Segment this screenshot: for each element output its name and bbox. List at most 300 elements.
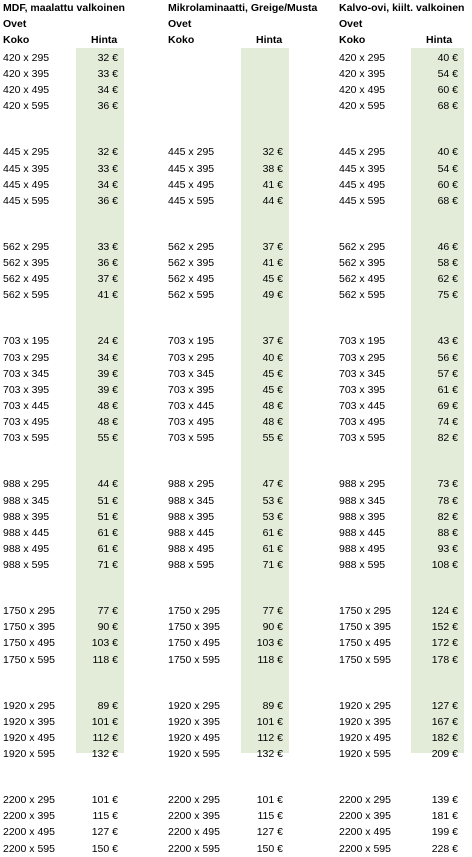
size-cell: 988 x 445 <box>168 526 215 539</box>
table-row <box>336 161 472 177</box>
table-row <box>0 333 140 349</box>
price-cell: 118 € <box>92 653 118 666</box>
price-cell: 139 € <box>431 794 458 807</box>
table-row <box>336 730 472 746</box>
table-row <box>165 144 330 160</box>
table-row <box>336 82 472 98</box>
table-row <box>165 841 330 857</box>
size-cell: 562 x 295 <box>339 240 386 253</box>
price-cell: 88 € <box>437 526 458 539</box>
price-cell: 49 € <box>262 289 283 302</box>
price-cell: 93 € <box>437 542 458 555</box>
table-row <box>0 430 140 446</box>
table-row <box>165 635 330 651</box>
size-cell: 445 x 495 <box>3 178 50 191</box>
table-row <box>165 619 330 635</box>
size-cell: 988 x 345 <box>168 494 215 507</box>
table-row <box>336 557 472 573</box>
size-cell: 1920 x 495 <box>339 731 391 744</box>
size-cell: 703 x 345 <box>168 367 215 380</box>
table-row <box>0 824 140 840</box>
price-cell: 37 € <box>97 273 118 286</box>
price-cell: 127 € <box>256 826 283 839</box>
table-row <box>336 287 472 303</box>
size-cell: 2200 x 395 <box>3 810 55 823</box>
price-cell: 228 € <box>431 842 458 855</box>
size-cell: 562 x 495 <box>3 273 50 286</box>
price-cell: 60 € <box>437 84 458 97</box>
table-row <box>336 603 472 619</box>
table-row <box>165 50 330 66</box>
table-row <box>165 541 330 557</box>
price-header: Hinta <box>91 34 118 46</box>
size-cell: 562 x 395 <box>168 257 215 270</box>
price-cell: 150 € <box>91 842 118 855</box>
column-title: MDF, maalattu valkoinen <box>3 2 125 14</box>
table-row <box>0 82 140 98</box>
size-cell: 2200 x 295 <box>168 794 220 807</box>
table-row <box>336 493 472 509</box>
table-row <box>0 730 140 746</box>
price-cell: 36 € <box>97 100 118 113</box>
table-row <box>336 66 472 82</box>
table-row <box>165 808 330 824</box>
price-cell: 101 € <box>91 715 118 728</box>
price-cell: 90 € <box>262 621 283 634</box>
price-cell: 68 € <box>437 194 458 207</box>
table-row <box>165 493 330 509</box>
size-cell: 1750 x 595 <box>3 653 55 666</box>
table-row <box>165 698 330 714</box>
size-cell: 562 x 595 <box>168 289 215 302</box>
size-cell: 1920 x 595 <box>168 748 220 761</box>
price-cell: 150 € <box>256 842 283 855</box>
column-title: Kalvo-ovi, kiilt. valkoinen <box>339 2 465 14</box>
table-row <box>0 161 140 177</box>
size-cell: 703 x 395 <box>168 383 215 396</box>
size-cell: 988 x 295 <box>3 478 50 491</box>
size-cell: 1750 x 295 <box>3 605 55 618</box>
price-cell: 33 € <box>97 240 118 253</box>
size-cell: 703 x 345 <box>3 367 50 380</box>
size-cell: 562 x 295 <box>168 240 215 253</box>
size-cell: 1920 x 395 <box>168 715 220 728</box>
table-row <box>0 714 140 730</box>
table-row <box>0 382 140 398</box>
table-row <box>0 509 140 525</box>
table-row <box>336 350 472 366</box>
size-cell: 1750 x 395 <box>3 621 55 634</box>
price-cell: 39 € <box>97 367 118 380</box>
size-cell: 562 x 595 <box>339 289 386 302</box>
table-row <box>165 603 330 619</box>
size-cell: 2200 x 395 <box>339 810 391 823</box>
price-cell: 115 € <box>257 810 283 823</box>
table-row <box>336 414 472 430</box>
size-cell: 988 x 495 <box>168 542 215 555</box>
table-row <box>0 350 140 366</box>
table-row <box>336 714 472 730</box>
size-cell: 703 x 395 <box>3 383 50 396</box>
price-cell: 54 € <box>437 68 458 81</box>
table-row <box>0 177 140 193</box>
table-row <box>165 824 330 840</box>
table-row <box>165 730 330 746</box>
size-cell: 445 x 295 <box>339 146 386 159</box>
size-cell: 2200 x 595 <box>168 842 220 855</box>
size-cell: 420 x 295 <box>3 52 50 64</box>
price-cell: 62 € <box>437 273 458 286</box>
size-cell: 445 x 495 <box>168 178 215 191</box>
table-row <box>0 603 140 619</box>
price-cell: 124 € <box>431 605 458 618</box>
size-cell: 988 x 395 <box>339 510 386 523</box>
price-cell: 40 € <box>262 351 283 364</box>
table-row <box>0 287 140 303</box>
price-cell: 41 € <box>262 178 283 191</box>
price-cell: 41 € <box>262 257 283 270</box>
table-row <box>165 193 330 209</box>
table-row <box>165 366 330 382</box>
table-row <box>0 476 140 492</box>
table-row <box>165 177 330 193</box>
price-cell: 37 € <box>262 240 283 253</box>
price-cell: 55 € <box>97 432 118 445</box>
table-row <box>0 239 140 255</box>
size-cell: 703 x 495 <box>3 416 50 429</box>
table-row <box>0 98 140 114</box>
table-row <box>336 98 472 114</box>
price-cell: 41 € <box>97 289 118 302</box>
table-row <box>336 193 472 209</box>
size-cell: 562 x 295 <box>3 240 50 253</box>
size-cell: 1750 x 595 <box>339 653 391 666</box>
size-cell: 420 x 595 <box>3 100 50 113</box>
price-cell: 51 € <box>97 510 118 523</box>
column-title: Mikrolaminaatti, Greige/Musta <box>168 2 318 14</box>
price-cell: 74 € <box>437 416 458 429</box>
table-row <box>336 144 472 160</box>
table-row <box>165 98 330 114</box>
price-cell: 60 € <box>437 178 458 191</box>
price-cell: 34 € <box>97 178 118 191</box>
price-cell: 37 € <box>262 335 283 348</box>
price-cell: 34 € <box>97 351 118 364</box>
table-row <box>0 366 140 382</box>
price-cell: 45 € <box>262 367 283 380</box>
size-cell: 2200 x 295 <box>3 794 55 807</box>
table-row <box>165 509 330 525</box>
table-row <box>0 619 140 635</box>
price-cell: 48 € <box>262 416 283 429</box>
size-cell: 420 x 395 <box>339 68 386 81</box>
price-cell: 54 € <box>437 162 458 175</box>
table-row <box>336 366 472 382</box>
size-cell: 703 x 445 <box>339 400 386 413</box>
size-cell: 2200 x 595 <box>339 842 391 855</box>
size-cell: 445 x 395 <box>3 162 50 175</box>
price-cell: 33 € <box>97 162 118 175</box>
table-row <box>0 635 140 651</box>
size-cell: 1750 x 495 <box>3 637 55 650</box>
size-cell: 1920 x 295 <box>339 699 391 712</box>
price-cell: 103 € <box>256 637 283 650</box>
table-row <box>336 792 472 808</box>
price-cell: 40 € <box>437 52 458 64</box>
price-cell: 112 € <box>92 731 118 744</box>
price-cell: 53 € <box>262 494 283 507</box>
table-row <box>0 193 140 209</box>
table-row <box>336 177 472 193</box>
price-cell: 172 € <box>431 637 458 650</box>
size-cell: 1920 x 295 <box>168 699 220 712</box>
size-cell: 1750 x 295 <box>168 605 220 618</box>
size-cell: 562 x 395 <box>339 257 386 270</box>
price-cell: 55 € <box>262 432 283 445</box>
size-cell: 562 x 495 <box>168 273 215 286</box>
price-cell: 45 € <box>262 273 283 286</box>
size-cell: 988 x 395 <box>3 510 50 523</box>
size-cell: 703 x 595 <box>3 432 50 445</box>
size-cell: 988 x 295 <box>168 478 215 491</box>
price-cell: 182 € <box>431 731 458 744</box>
price-cell: 38 € <box>262 162 283 175</box>
size-cell: 562 x 395 <box>3 257 50 270</box>
table-row <box>0 746 140 762</box>
size-cell: 1750 x 295 <box>339 605 391 618</box>
price-cell: 132 € <box>91 748 118 761</box>
size-cell: 988 x 595 <box>339 559 386 572</box>
price-cell: 178 € <box>431 653 458 666</box>
size-cell: 562 x 495 <box>339 273 386 286</box>
table-row <box>336 808 472 824</box>
size-cell: 1920 x 295 <box>3 699 55 712</box>
table-row <box>336 619 472 635</box>
table-row <box>165 82 330 98</box>
size-cell: 445 x 495 <box>339 178 386 191</box>
table-row <box>336 652 472 668</box>
size-cell: 1920 x 395 <box>3 715 55 728</box>
table-row <box>336 398 472 414</box>
size-cell: 420 x 495 <box>3 84 50 97</box>
size-cell: 703 x 295 <box>168 351 215 364</box>
price-cell: 36 € <box>97 257 118 270</box>
price-cell: 77 € <box>262 605 283 618</box>
size-cell: 703 x 445 <box>3 400 50 413</box>
price-cell: 71 € <box>97 559 118 572</box>
size-cell: 703 x 295 <box>339 351 386 364</box>
size-cell: 2200 x 495 <box>3 826 55 839</box>
price-cell: 152 € <box>431 621 458 634</box>
size-cell: 703 x 345 <box>339 367 386 380</box>
price-cell: 56 € <box>437 351 458 364</box>
size-cell: 1920 x 395 <box>339 715 391 728</box>
price-cell: 48 € <box>97 400 118 413</box>
price-cell: 57 € <box>437 367 458 380</box>
price-cell: 103 € <box>91 637 118 650</box>
price-cell: 127 € <box>91 826 118 839</box>
price-cell: 108 € <box>431 559 458 572</box>
size-cell: 445 x 595 <box>339 194 386 207</box>
table-row <box>336 698 472 714</box>
table-row <box>336 333 472 349</box>
table-row <box>165 66 330 82</box>
table-row <box>0 144 140 160</box>
price-cell: 89 € <box>97 699 118 712</box>
price-cell: 61 € <box>437 383 458 396</box>
price-header: Hinta <box>426 34 453 46</box>
size-cell: 703 x 295 <box>3 351 50 364</box>
price-cell: 44 € <box>262 194 283 207</box>
size-cell: 703 x 395 <box>339 383 386 396</box>
price-cell: 32 € <box>97 52 118 64</box>
table-row <box>0 841 140 857</box>
table-row <box>0 414 140 430</box>
size-cell: 988 x 345 <box>3 494 50 507</box>
size-cell: 2200 x 495 <box>339 826 391 839</box>
size-cell: 703 x 195 <box>339 335 386 348</box>
table-row <box>336 271 472 287</box>
size-cell: 420 x 495 <box>339 84 386 97</box>
price-cell: 101 € <box>256 794 283 807</box>
table-row <box>165 161 330 177</box>
size-cell: 2200 x 495 <box>168 826 220 839</box>
table-row <box>0 698 140 714</box>
price-cell: 45 € <box>262 383 283 396</box>
size-cell: 445 x 395 <box>339 162 386 175</box>
size-cell: 445 x 595 <box>3 194 50 207</box>
size-cell: 988 x 595 <box>168 559 215 572</box>
size-cell: 562 x 595 <box>3 289 50 302</box>
price-cell: 90 € <box>97 621 118 634</box>
price-header: Hinta <box>256 34 283 46</box>
price-cell: 118 € <box>257 653 283 666</box>
size-cell: 445 x 395 <box>168 162 215 175</box>
size-cell: 445 x 295 <box>3 146 50 159</box>
table-row <box>165 382 330 398</box>
price-cell: 101 € <box>91 794 118 807</box>
price-cell: 61 € <box>97 542 118 555</box>
price-cell: 40 € <box>437 146 458 159</box>
size-cell: 2200 x 395 <box>168 810 220 823</box>
table-row <box>0 493 140 509</box>
table-row <box>0 792 140 808</box>
price-cell: 61 € <box>262 526 283 539</box>
price-cell: 199 € <box>431 826 458 839</box>
size-cell: 703 x 495 <box>339 416 386 429</box>
table-row <box>165 255 330 271</box>
price-cell: 46 € <box>437 240 458 253</box>
price-cell: 112 € <box>257 731 283 744</box>
table-row <box>336 382 472 398</box>
column-subtitle: Ovet <box>339 18 363 30</box>
table-row <box>336 50 472 66</box>
table-row <box>336 841 472 857</box>
size-cell: 988 x 495 <box>339 542 386 555</box>
size-cell: 988 x 395 <box>168 510 215 523</box>
table-row <box>336 541 472 557</box>
size-cell: 1750 x 495 <box>339 637 391 650</box>
price-cell: 51 € <box>97 494 118 507</box>
size-header: Koko <box>3 34 30 46</box>
size-cell: 1920 x 495 <box>3 731 55 744</box>
price-cell: 34 € <box>97 84 118 97</box>
price-cell: 48 € <box>262 400 283 413</box>
size-cell: 1920 x 595 <box>3 748 55 761</box>
price-cell: 58 € <box>437 257 458 270</box>
table-row <box>336 255 472 271</box>
table-row <box>165 714 330 730</box>
table-row <box>0 541 140 557</box>
price-cell: 43 € <box>437 335 458 348</box>
price-cell: 77 € <box>97 605 118 618</box>
table-row <box>0 808 140 824</box>
table-row <box>336 746 472 762</box>
table-row <box>336 239 472 255</box>
price-cell: 61 € <box>97 526 118 539</box>
size-cell: 420 x 595 <box>339 100 386 113</box>
size-cell: 988 x 595 <box>3 559 50 572</box>
size-header: Koko <box>168 34 195 46</box>
price-cell: 132 € <box>256 748 283 761</box>
price-cell: 167 € <box>431 715 458 728</box>
table-row <box>336 635 472 651</box>
table-row <box>165 414 330 430</box>
size-cell: 988 x 445 <box>3 526 50 539</box>
price-cell: 33 € <box>97 68 118 81</box>
table-row <box>165 350 330 366</box>
price-cell: 73 € <box>437 478 458 491</box>
price-cell: 69 € <box>437 400 458 413</box>
size-cell: 703 x 195 <box>168 335 215 348</box>
table-row <box>165 792 330 808</box>
price-cell: 24 € <box>97 335 118 348</box>
price-cell: 101 € <box>256 715 283 728</box>
size-cell: 420 x 295 <box>339 52 386 64</box>
size-cell: 420 x 395 <box>3 68 50 81</box>
size-cell: 703 x 495 <box>168 416 215 429</box>
price-cell: 78 € <box>437 494 458 507</box>
size-cell: 1750 x 495 <box>168 637 220 650</box>
table-row <box>165 239 330 255</box>
table-row <box>165 476 330 492</box>
table-row <box>0 271 140 287</box>
size-cell: 703 x 445 <box>168 400 215 413</box>
table-row <box>165 271 330 287</box>
size-cell: 703 x 195 <box>3 335 50 348</box>
price-cell: 82 € <box>437 510 458 523</box>
size-cell: 445 x 595 <box>168 194 215 207</box>
table-row <box>165 746 330 762</box>
table-row <box>336 824 472 840</box>
table-row <box>336 476 472 492</box>
table-row <box>0 50 140 66</box>
table-row <box>0 255 140 271</box>
price-cell: 48 € <box>97 416 118 429</box>
price-cell: 47 € <box>262 478 283 491</box>
size-cell: 2200 x 295 <box>339 794 391 807</box>
table-row <box>336 430 472 446</box>
size-cell: 988 x 345 <box>339 494 386 507</box>
price-cell: 36 € <box>97 194 118 207</box>
table-row <box>165 287 330 303</box>
table-row <box>165 333 330 349</box>
price-cell: 39 € <box>97 383 118 396</box>
table-row <box>0 66 140 82</box>
price-cell: 71 € <box>262 559 283 572</box>
price-cell: 44 € <box>97 478 118 491</box>
price-cell: 209 € <box>431 748 458 761</box>
